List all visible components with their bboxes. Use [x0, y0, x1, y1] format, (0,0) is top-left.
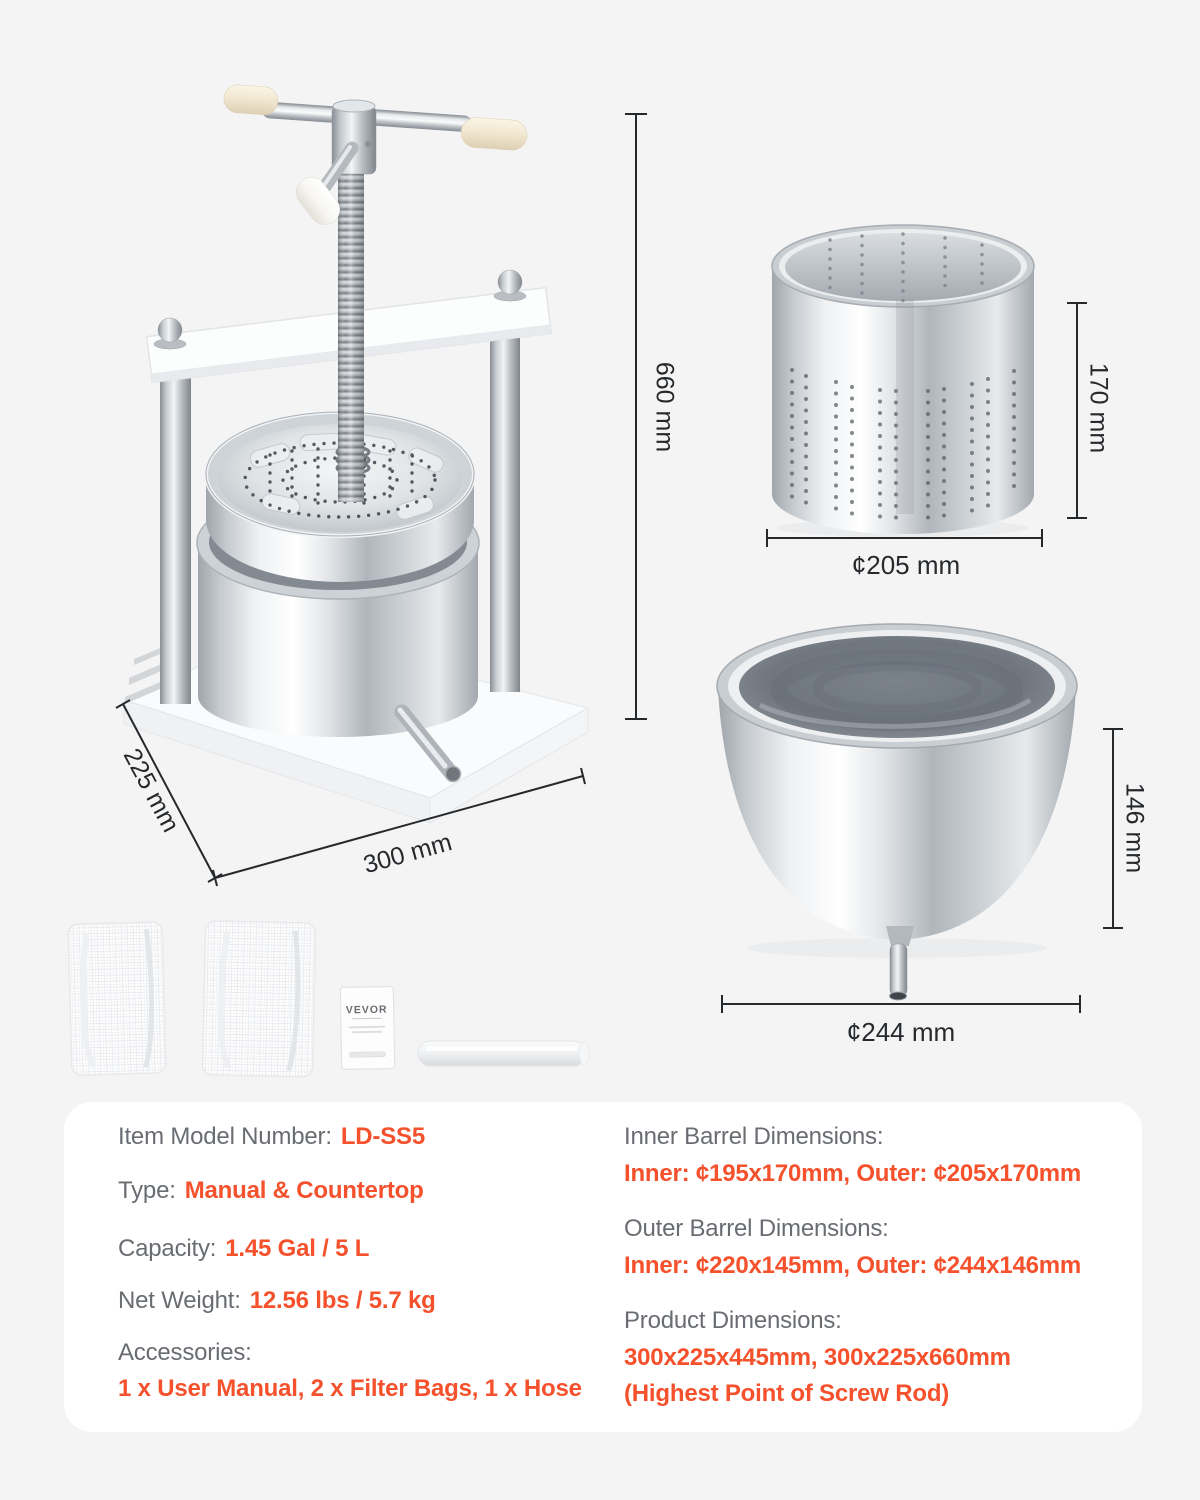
spec-column-right	[624, 1122, 1124, 1434]
spec-label: Net Weight:	[118, 1287, 241, 1314]
handle-grip-lower	[290, 171, 346, 230]
spec-value: LD-SS5	[340, 1123, 425, 1150]
inner-barrel-illustration	[767, 225, 1112, 580]
spec-row-capacity	[118, 1234, 608, 1264]
spec-row-type	[118, 1176, 608, 1206]
manual-brand-text: VEVOR	[345, 1003, 388, 1017]
spec-row-weight	[118, 1286, 608, 1316]
spec-label: Item Model Number:	[118, 1123, 332, 1150]
handle-grip-right	[460, 117, 528, 152]
spec-label: Outer Barrel Dimensions:	[624, 1215, 889, 1242]
spec-value: Manual & Countertop	[184, 1177, 424, 1204]
hose	[418, 1041, 589, 1066]
outer-barrel-spout	[886, 926, 914, 1000]
spec-row-accessories	[118, 1338, 608, 1404]
user-manual	[340, 987, 394, 1070]
spec-value: 1.45 Gal / 5 L	[225, 1235, 370, 1262]
press-height-dimension	[625, 114, 647, 719]
press-height-label: 660 mm	[650, 361, 679, 453]
spec-panel	[64, 1102, 1142, 1432]
outer-barrel-height-dimension	[1103, 729, 1123, 928]
inner-barrel-height-dimension	[1067, 303, 1087, 518]
frame-post-left	[160, 348, 191, 704]
inner-barrel-diameter-label: ¢205 mm	[851, 549, 961, 580]
spec-row-outer-barrel	[624, 1214, 1124, 1282]
press-handle	[222, 84, 529, 231]
fruit-press-illustration	[116, 84, 678, 886]
outer-barrel-height-label: 146 mm	[1120, 782, 1149, 874]
spec-value: Inner: ¢220x145mm, Outer: ¢244x146mm	[624, 1252, 1082, 1279]
spec-label: Product Dimensions:	[624, 1307, 842, 1334]
spec-value: 12.56 lbs / 5.7 kg	[249, 1287, 436, 1314]
outer-barrel-illustration	[717, 624, 1148, 1047]
spec-value: 1 x User Manual, 2 x Filter Bags, 1 x Hose	[118, 1375, 582, 1402]
spec-row-product-dimensions	[624, 1306, 1124, 1410]
inner-barrel-height-label: 170 mm	[1084, 362, 1113, 454]
filter-bag-2	[202, 921, 315, 1077]
spec-label: Capacity:	[118, 1235, 217, 1262]
spec-label: Inner Barrel Dimensions:	[624, 1123, 884, 1150]
frame-post-right	[490, 300, 520, 692]
accessories-illustration	[68, 921, 589, 1077]
handle-grip-left	[223, 84, 279, 116]
press-width-label: 300 mm	[360, 828, 455, 880]
spec-label: Type:	[118, 1177, 176, 1204]
screw-rod	[338, 168, 364, 502]
spec-row-inner-barrel	[624, 1122, 1124, 1190]
spec-value: 300x225x445mm, 300x225x660mm	[624, 1344, 1011, 1371]
crossbar-nut-right	[494, 270, 526, 301]
spec-label: Accessories:	[118, 1339, 252, 1366]
crossbar-nut-left	[154, 318, 186, 349]
outer-barrel-diameter-label: ¢244 mm	[846, 1016, 956, 1047]
spec-value: Inner: ¢195x170mm, Outer: ¢205x170mm	[624, 1160, 1082, 1187]
spec-row-model	[118, 1122, 608, 1152]
filter-bag-1	[68, 922, 166, 1075]
press-depth-label: 225 mm	[117, 743, 185, 837]
spec-value-note: (Highest Point of Screw Rod)	[624, 1380, 950, 1407]
spec-column-left	[118, 1122, 608, 1404]
